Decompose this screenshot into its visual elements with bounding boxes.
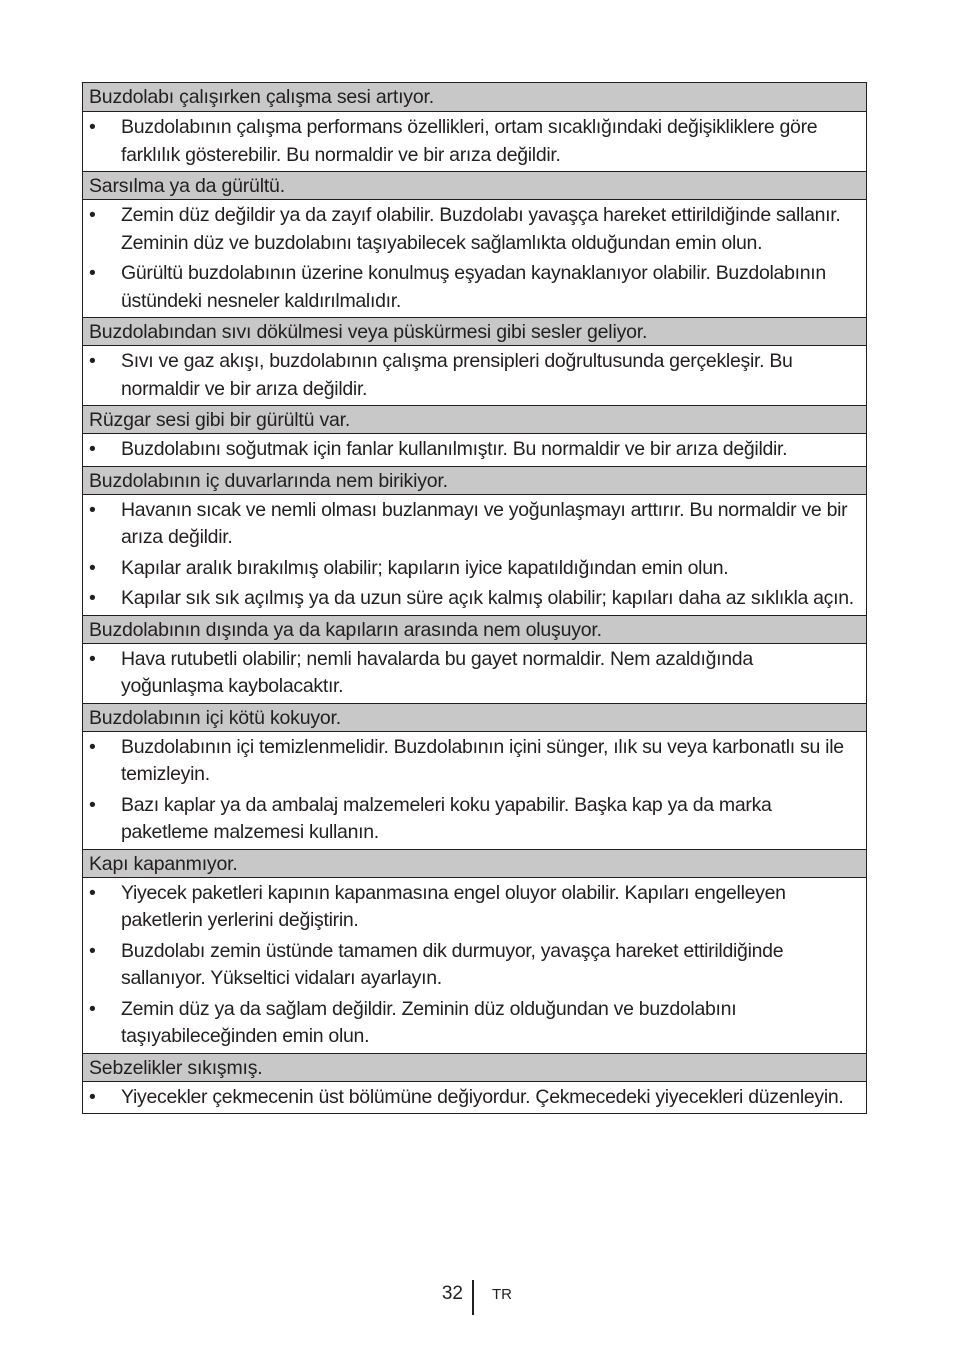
solution-text: Yiyecekler çekmecenin üst bölümüne değiyordur. Çekmecedeki yiyecekleri düzenleyin.	[121, 1085, 844, 1108]
problem-section	[83, 317, 866, 405]
solution-list	[83, 433, 866, 466]
problem-section	[83, 703, 866, 849]
solution-list	[83, 199, 866, 317]
solution-list	[83, 494, 866, 615]
problem-heading: Kapı kapanmıyor.	[83, 849, 866, 877]
solution-text: Buzdolabının çalışma performans özellikleri, ortam sıcaklığındaki değişikliklere göre farklılık gösterebilir. Bu normaldir ve bir arıza değildir.	[121, 116, 818, 166]
solution-text: Buzdolabı zemin üstünde tamamen dik durmuyor, yavaşça hareket ettirildiğinde sallanıyor. Yükseltici vidaları ayarlayın.	[121, 939, 784, 989]
language-code: TR	[492, 1286, 512, 1303]
problem-heading: Buzdolabı çalışırken çalışma sesi artıyor.	[83, 83, 866, 111]
bullet-icon: •	[89, 438, 96, 460]
bullet-icon: •	[89, 116, 96, 138]
problem-section	[83, 1053, 866, 1114]
bullet-icon: •	[89, 556, 96, 579]
bullet-icon: •	[89, 350, 96, 372]
bullet-icon: •	[89, 881, 96, 904]
solution-list	[83, 643, 866, 703]
problem-heading: Buzdolabının içi kötü kokuyor.	[83, 703, 866, 731]
bullet-icon: •	[89, 939, 96, 962]
solution-item	[83, 260, 866, 315]
solution-item	[83, 996, 866, 1051]
bullet-icon: •	[89, 498, 96, 521]
problem-heading: Buzdolabının dışında ya da kapıların arasında nem oluşuyor.	[83, 615, 866, 643]
solution-text: Bazı kaplar ya da ambalaj malzemeleri koku yapabilir. Başka kap ya da marka paketleme malzemesi kullanın.	[121, 793, 772, 843]
solution-item	[83, 497, 866, 552]
problem-heading: Rüzgar sesi gibi bir gürültü var.	[83, 405, 866, 433]
solution-text: Kapılar sık sık açılmış ya da uzun süre açık kalmış olabilir; kapıları daha az sıklıkla açın.	[121, 587, 854, 609]
solution-text: Yiyecek paketleri kapının kapanmasına engel oluyor olabilir. Kapıları engelleyen paketlerin yerlerini değiştirin.	[121, 881, 786, 931]
problem-section	[83, 466, 866, 615]
problem-heading: Buzdolabından sıvı dökülmesi veya püskürmesi gibi sesler geliyor.	[83, 317, 866, 345]
solution-item	[83, 1084, 866, 1112]
solution-item	[83, 585, 866, 613]
solution-text: Zemin düz ya da sağlam değildir. Zeminin düz olduğundan ve buzdolabını taşıyabileceğinden emin olun.	[121, 997, 737, 1047]
solution-text: Buzdolabını soğutmak için fanlar kullanılmıştır. Bu normaldir ve bir arıza değildir.	[121, 438, 788, 460]
solution-item	[83, 938, 866, 993]
problem-heading: Sarsılma ya da gürültü.	[83, 171, 866, 199]
solution-text: Gürültü buzdolabının üzerine konulmuş eşyadan kaynaklanıyor olabilir. Buzdolabının üstündeki nesneler kaldırılmalıdır.	[121, 262, 826, 312]
page-footer	[0, 1280, 954, 1316]
solution-item	[83, 880, 866, 935]
solution-item	[83, 114, 866, 169]
bullet-icon: •	[89, 647, 96, 670]
solution-item	[83, 436, 866, 464]
solution-list	[83, 345, 866, 405]
solution-list	[83, 1081, 866, 1114]
solution-item	[83, 348, 866, 403]
solution-item	[83, 555, 866, 583]
bullet-icon: •	[89, 204, 96, 226]
bullet-icon: •	[89, 587, 96, 609]
troubleshooting-table	[82, 82, 867, 1114]
solution-text: Zemin düz değildir ya da zayıf olabilir. Buzdolabı yavaşça hareket ettirildiğinde sallanır. Zeminin düz ve buzdolabını taşıyabilecek sağlamlıkta olduğundan emin olun.	[121, 204, 841, 254]
bullet-icon: •	[89, 262, 96, 284]
solution-item	[83, 792, 866, 847]
problem-section	[83, 405, 866, 466]
solution-text: Sıvı ve gaz akışı, buzdolabının çalışma prensipleri doğrultusunda gerçekleşir. Bu normaldir ve bir arıza değildir.	[121, 350, 793, 400]
solution-item	[83, 646, 866, 701]
solution-text: Havanın sıcak ve nemli olması buzlanmayı ve yoğunlaşmayı arttırır. Bu normaldir ve bir arıza değildir.	[121, 498, 848, 548]
problem-heading: Sebzelikler sıkışmış.	[83, 1053, 866, 1081]
problem-section	[83, 83, 866, 171]
problem-section	[83, 849, 866, 1053]
bullet-icon: •	[89, 735, 96, 758]
solution-text: Kapılar aralık bırakılmış olabilir; kapıların iyice kapatıldığından emin olun.	[121, 556, 729, 579]
solution-list	[83, 731, 866, 849]
problem-section	[83, 615, 866, 703]
solution-item	[83, 202, 866, 257]
solution-list	[83, 111, 866, 171]
bullet-icon: •	[89, 1085, 96, 1108]
bullet-icon: •	[89, 997, 96, 1020]
bullet-icon: •	[89, 793, 96, 816]
solution-list	[83, 877, 866, 1053]
solution-text: Hava rutubetli olabilir; nemli havalarda bu gayet normaldir. Nem azaldığında yoğunlaşma kaybolacaktır.	[121, 647, 753, 697]
problem-section	[83, 171, 866, 317]
solution-text: Buzdolabının içi temizlenmelidir. Buzdolabının içini sünger, ılık su veya karbonatlı su ile temizleyin.	[121, 735, 844, 785]
footer-divider	[472, 1280, 474, 1315]
solution-item	[83, 734, 866, 789]
page-number: 32	[441, 1283, 463, 1304]
problem-heading: Buzdolabının iç duvarlarında nem birikiyor.	[83, 466, 866, 494]
